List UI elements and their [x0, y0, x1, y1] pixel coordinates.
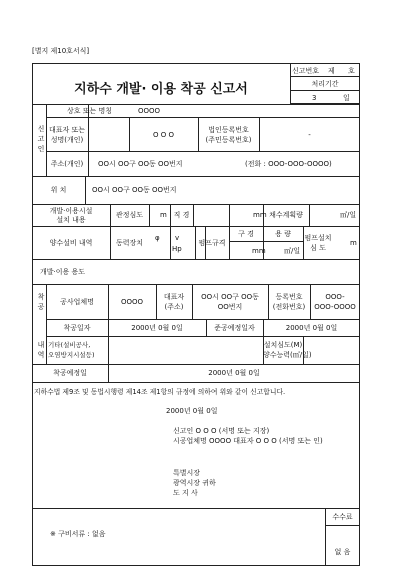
applicant-side-label: 신 고 인: [37, 125, 45, 153]
corp-reg-value: -: [308, 131, 311, 139]
required-documents: ※ 구비서류 : 없음: [50, 530, 106, 538]
other-label-1: 기타(설비공사,: [48, 341, 91, 349]
contractor-label: 공사업체명: [60, 298, 94, 306]
facility-label-2: 설치 내용: [56, 216, 86, 224]
contractor-signature-line: 시공업체명 OOOO 대표자 O O O (서명 또는 인): [173, 437, 323, 445]
company-name-label: 상호 또는 명칭: [67, 107, 113, 115]
diameter-unit: mm: [253, 211, 267, 219]
corp-reg-label-2: (주민등록번호): [205, 136, 252, 144]
representative-value: O O O: [153, 131, 174, 139]
contractor-rep-label-2: (주소): [164, 303, 184, 311]
misc-side-label: 내 역: [37, 341, 45, 359]
registration-value-2: OOO-OOOO: [314, 303, 356, 311]
form-title: 지하수 개발· 이용 착공 신고서: [74, 82, 248, 97]
authority-line-2: 광역시장 귀하: [173, 479, 216, 487]
extraction-plan-unit: ㎥/일: [340, 211, 357, 219]
hp-symbol: Hp: [172, 245, 182, 253]
capacity-unit: ㎥/일: [284, 247, 301, 255]
form-number-label: [별지 제10호서식]: [32, 47, 90, 55]
well-depth-unit: m: [160, 211, 167, 219]
fee-label: 수수료: [332, 513, 353, 521]
diameter-label: 직 경: [173, 211, 190, 219]
processing-period-label: 처리기간: [311, 80, 339, 88]
processing-period-unit: 일: [343, 94, 350, 102]
registration-label-1: 등록번호: [275, 293, 303, 301]
company-name-value: OOOO: [138, 107, 161, 115]
bore-unit: mm: [252, 247, 266, 255]
fee-value: 없 음: [334, 548, 351, 556]
construction-side-label: 착 공: [37, 293, 45, 311]
location-label: 위 치: [50, 186, 67, 194]
install-depth-label-2: 양수능력(㎥/일): [263, 351, 312, 359]
pump-install-label-2: 심 도: [310, 244, 326, 252]
power-unit-label: 동력장치: [115, 239, 144, 247]
completion-date-label: 준공예정일자: [214, 324, 255, 332]
location-value: OO시 OO구 OO동 OO번지: [92, 186, 177, 194]
corp-reg-label-1: 법인등록번호: [208, 126, 249, 134]
registration-value-1: OOO-: [325, 293, 345, 301]
applicant-signature-line: 신고인 O O O (서명 또는 지장): [173, 427, 270, 435]
authority-line-1: 특별시장: [173, 469, 201, 477]
processing-period-value: 3: [312, 94, 317, 102]
address-value: OO시 OO구 OO동 OO번지: [98, 160, 183, 168]
pump-install-label-1: 펌프설치: [304, 234, 332, 242]
declaration-statement: 지하수법 제9조 및 동법시행령 제14조 제1항의 규정에 의하여 위와 같이 신고합니다.: [34, 388, 286, 396]
representative-label-2: 성명(개인): [50, 136, 84, 144]
address-label: 주소(개인): [50, 160, 84, 168]
receipt-number-label: 신고번호: [292, 67, 320, 75]
pump-equipment-label: 양수설비 내역: [49, 239, 93, 247]
address-phone: (전화 : OOO-OOO-OOOO): [245, 160, 332, 168]
completion-date-value: 2000년 0월 0일: [285, 324, 338, 332]
facility-label-1: 개발·이용시설: [49, 207, 93, 215]
contractor-rep-label-1: 대표자: [163, 293, 185, 301]
other-label-2: 오염방지시설등): [48, 351, 95, 359]
well-depth-label: 관정심도: [115, 211, 144, 219]
capacity-label: 용 량: [275, 230, 291, 238]
receipt-number-unit2: 호: [348, 67, 355, 75]
contractor-address-1: OO시 OO구 OO동: [201, 293, 259, 301]
declaration-date: 2000년 0월 0일: [166, 407, 218, 415]
pump-spec-label: 펌프규격: [198, 239, 226, 247]
usage-label: 개발·이용 용도: [40, 268, 86, 276]
start-date-label: 착공일자: [63, 324, 91, 332]
install-depth-label-1: 설치심도(M): [263, 341, 303, 349]
phi-symbol: φ: [155, 234, 160, 242]
contractor-value: OOOO: [120, 298, 144, 306]
scheduled-start-value: 2000년 0월 0일: [208, 369, 260, 377]
receipt-number-unit: 제: [328, 67, 335, 75]
scheduled-start-label: 착공예정일: [53, 369, 87, 377]
bore-label: 구 경: [238, 230, 254, 238]
contractor-address-2: OO번지: [217, 303, 243, 311]
extraction-plan-label: 채수계획량: [269, 211, 303, 219]
pump-install-unit: m: [350, 239, 357, 247]
representative-label-1: 대표자 또는: [48, 126, 86, 134]
volt-symbol: v: [175, 234, 180, 242]
authority-line-3: 도 지 사: [173, 489, 198, 497]
registration-label-2: (전화번호): [272, 303, 306, 311]
start-date-value: 2000년 0월 0일: [131, 324, 183, 332]
